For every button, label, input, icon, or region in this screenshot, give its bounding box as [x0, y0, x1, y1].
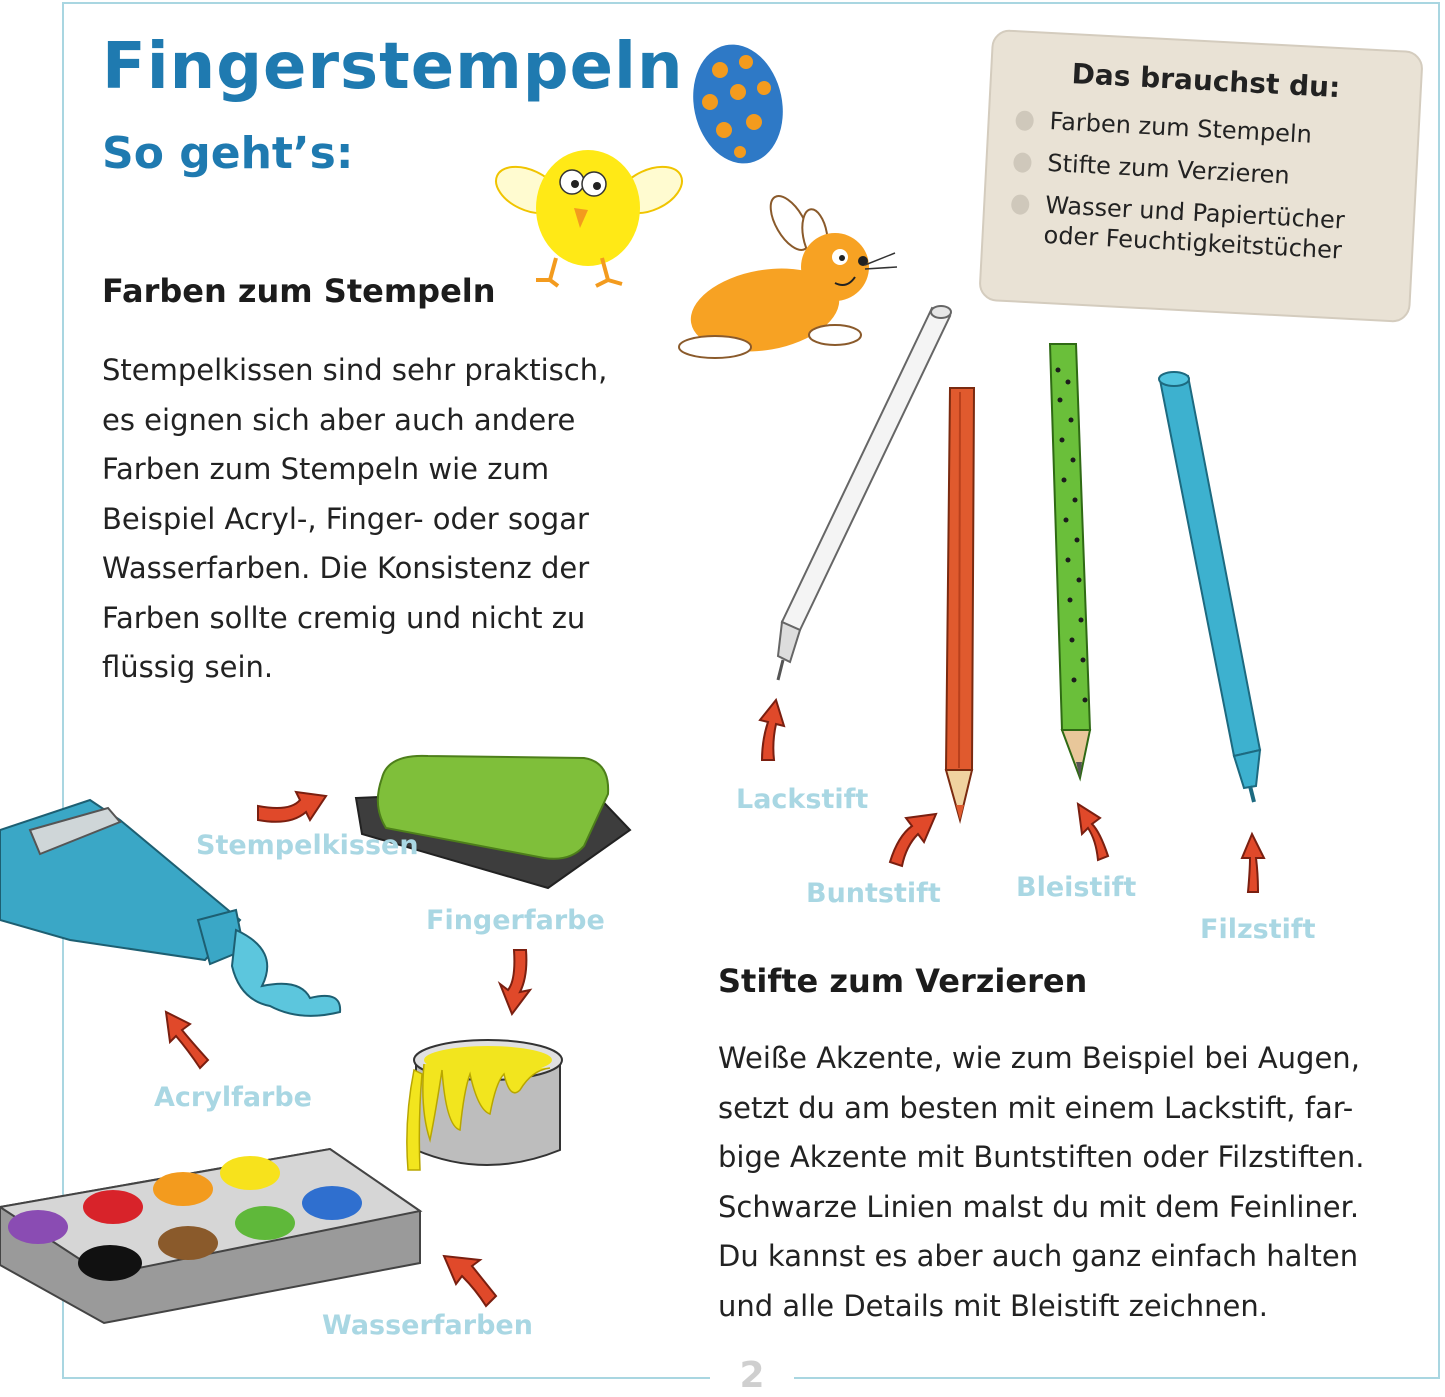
section-text-stifte: Weiße Akzente, wie zum Beispiel bei Augen, setzt du am besten mit einem Lackstift, far- bige Akzente mit Buntstiften oder Filzstiften. Schwarze Linien malst du mit dem Feinliner. Du kannst es aber auch ganz einfach halten und alle Details mit Bleistift zeichnen.: [718, 1041, 1365, 1323]
label-stempelkissen: Stempelkissen: [196, 830, 419, 861]
page-subtitle: So geht’s:: [102, 128, 354, 179]
arrow-icon: [258, 792, 326, 822]
arrow-icon: [760, 700, 784, 760]
section-heading-stifte: Stifte zum Verzieren: [718, 962, 1088, 1000]
page-number: 2: [710, 1355, 794, 1396]
supplies-item: Farben zum Stempeln: [1015, 104, 1404, 154]
page-title: Fingerstempeln: [102, 30, 684, 104]
label-lackstift: Lackstift: [736, 784, 869, 815]
section-text-farben: Stempelkissen sind sehr praktisch, es eignen sich aber auch andere Farben zum Stempeln wie zum Beispiel Acryl-, Finger- oder sogar Wasserfarben. Die Konsistenz der Farben sollte cremig und nicht zu flüssig sein.: [102, 353, 608, 684]
label-filzstift: Filzstift: [1200, 914, 1316, 945]
supplies-title: Das brauchst du:: [1070, 57, 1342, 105]
supplies-item: Wasser und Papiertücher oder Feuchtigkeitstücher: [1009, 188, 1400, 268]
arrow-icon: [1242, 834, 1264, 892]
label-bleistift: Bleistift: [1016, 872, 1137, 903]
arrow-icon: [890, 814, 936, 866]
label-acrylfarbe: Acrylfarbe: [154, 1082, 312, 1113]
arrow-icon: [166, 1012, 208, 1068]
arrow-icon: [500, 950, 530, 1014]
arrow-icon: [444, 1256, 496, 1306]
section-heading-farben: Farben zum Stempeln: [102, 272, 496, 310]
label-fingerfarbe: Fingerfarbe: [426, 905, 605, 936]
arrow-icon: [1078, 804, 1108, 860]
label-wasserfarben: Wasserfarben: [322, 1310, 533, 1341]
supplies-item: Stifte zum Verzieren: [1013, 146, 1402, 196]
label-buntstift: Buntstift: [806, 878, 941, 909]
